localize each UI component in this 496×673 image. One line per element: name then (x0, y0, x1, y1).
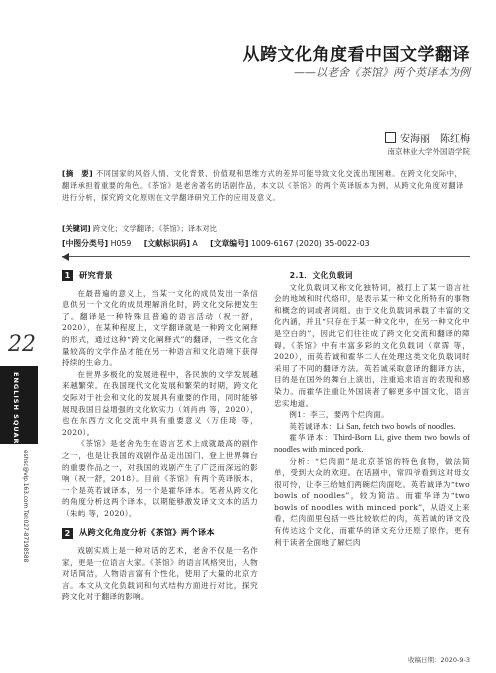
section-heading-1 (62, 270, 258, 282)
abstract (62, 168, 470, 204)
abstract-text: 不同国家的风俗人情、文化背景、价值观和思维方式的差异可能导致文化交流出现困难。在跨文化交际中，翻译承担着重要的角色。《茶馆》是老舍著名的话剧作品，本文以《茶馆》的两个英译版本为例，从跨文化角度对翻译进行分析，探究跨文化原则在文学翻译研究工作的应用及意义。 (62, 169, 464, 202)
article-subtitle: ——以老舍《茶馆》两个英译本为例 (294, 66, 470, 79)
divider-arrow-icon (62, 253, 69, 261)
author-box-icon (385, 132, 396, 143)
column-left (62, 270, 258, 603)
keywords-text: 跨文化；文学翻译；《茶馆》；译本对比 (92, 224, 217, 233)
example: 例1：李三，要两个烂肉面。 (289, 410, 390, 420)
paragraph: 戏剧实质上是一种对话的艺术，老舍不仅是一名作家，更是一位语言大家。《茶馆》的语言风格突出，人物对话简洁，人物语言富有个性化，使用了大量的北京方言。本文从文化负载词和句式结构方面进行对比，探究跨文化对于翻译的影响。 (62, 546, 258, 602)
section-heading-2 (62, 527, 258, 539)
journal-contact: eshsc@vip.163.com Tel:027-87198588 (22, 450, 28, 563)
paragraph: 在最普遍的意义上，当某一文化的成员发出一条信息供另一个文化的成员理解消化时，跨文化交际便发生了。翻译是一种特殊且普遍的语言活动（祝一舒，2020），在某种程度上，文学翻译就是一种跨文化阐释的形式，通过这种“跨文化阐释式”的翻译，一些文化含量较高的文学作品才能在另一种语言和文化语境下获得持续的生命力。 (62, 288, 258, 368)
translation-label: 英若诚译本： (289, 421, 337, 431)
paragraph: 分析：“烂肉面”是北京茶馆的特色食物，做法简单，受到大众的欢迎。在话剧中，常四爷看到这对母女很可怜，让李三给她们两碗烂肉面吃。英若诚译为“two bowls of noodles”，较为简洁。而霍华译为“two bowls of noodles with minced pork”，从语义上来看，烂肉面里包括一些比较软烂的肉，英若诚的译文没有传达这个文化，而霍华的译文充分还原了原作，更有利于读者全面地了解烂肉 (274, 456, 470, 547)
subsection-title: 2.1．文化负载词 (289, 271, 353, 280)
keywords-label: [关键词] (62, 224, 91, 233)
author-line (300, 130, 470, 145)
translation-howard (274, 432, 470, 455)
translation-label: 霍华译本： (289, 433, 334, 443)
article-number-value: 1009-6167 (2020) 35-0022-03 (250, 239, 370, 248)
classification-line (62, 238, 470, 249)
translation-text: Li San, fetch two bowls of noodles. (336, 421, 456, 431)
header-divider (62, 256, 470, 257)
translation-text: Third-Born Li, give them two bowls of noodles with minced pork. (274, 433, 470, 454)
translation-ying (274, 421, 470, 433)
section-title: 从跨文化角度分析《茶馆》两个译本 (79, 527, 215, 538)
received-date: 收稿日期：2020-9-3 (407, 656, 470, 664)
doc-value: A (192, 239, 198, 248)
journal-name: ENGLISH SQUARE (12, 372, 20, 450)
doc-label: [文献标识码] (143, 239, 190, 248)
paragraph: 《茶馆》是老舍先生在语言艺术上成就最高的剧作之一，也是让我国的戏剧作品走出国门、登上世界舞台的重要作品之一，对我国的戏剧产生了广泛而深远的影响（祝一舒，2018）。目前《茶馆》有两个英译版本，一个是英若诚译本，另一个是霍华译本。笔者从跨文化的角度分析这两个译本，以期能够激发译文文本的活力（朱屿 等，2020）。 (62, 439, 258, 518)
section-number-badge: 2 (62, 528, 73, 539)
section-number-badge: 1 (62, 270, 73, 281)
paragraph: 在世界多极化的发展进程中，各民族的文学发展越来越繁荣。在我国现代文化发展和繁荣的时期，跨文化交际对于社会和文化的发展具有重要的作用，同时能够展现我国日益增强的文化软实力（刘肖冉 等，2020），也在东西方文化交流中具有重要意义（万佳琦 等，2020）。 (62, 369, 258, 437)
author-names: 安海丽 陈红梅 (400, 134, 470, 145)
article-title: 从跨文化角度看中国文学翻译 (242, 45, 470, 65)
paragraph: 文化负载词又称文化独特词，被打上了某一语言社会的地域和时代烙印，是表示某一种文化所特有的事物和概念的词或者词组。由于文化负载词承载了丰富的文化内涵，并且“只存在于某一种文化中，在另一种文化中是空白的”，因此它们往往成了跨文化交流和翻译的障碍。《茶馆》中有丰富多彩的文化负载词（章霈 等，2020），而英若诚和霍华二人在处理这类文化负载词时采用了不同的翻译方法。英若诚采取意译的翻译方法，目的是在国外的舞台上演出，注重追求语言的表现和感染力。而霍华注重让外国读者了解更多中国文化，语言忠实地道。 (274, 282, 470, 408)
page-number: 22 (8, 332, 36, 357)
clc-label: [中图分类号] (62, 239, 109, 248)
keywords (62, 224, 470, 234)
column-right (274, 270, 470, 548)
article-number-label: [文章编号] (210, 239, 249, 248)
abstract-label: [摘 要] (62, 169, 94, 178)
clc-value: H059 (110, 239, 132, 248)
section-title: 研究背景 (79, 270, 113, 280)
author-affiliation: 南京林业大学外国语学院 (387, 147, 470, 156)
